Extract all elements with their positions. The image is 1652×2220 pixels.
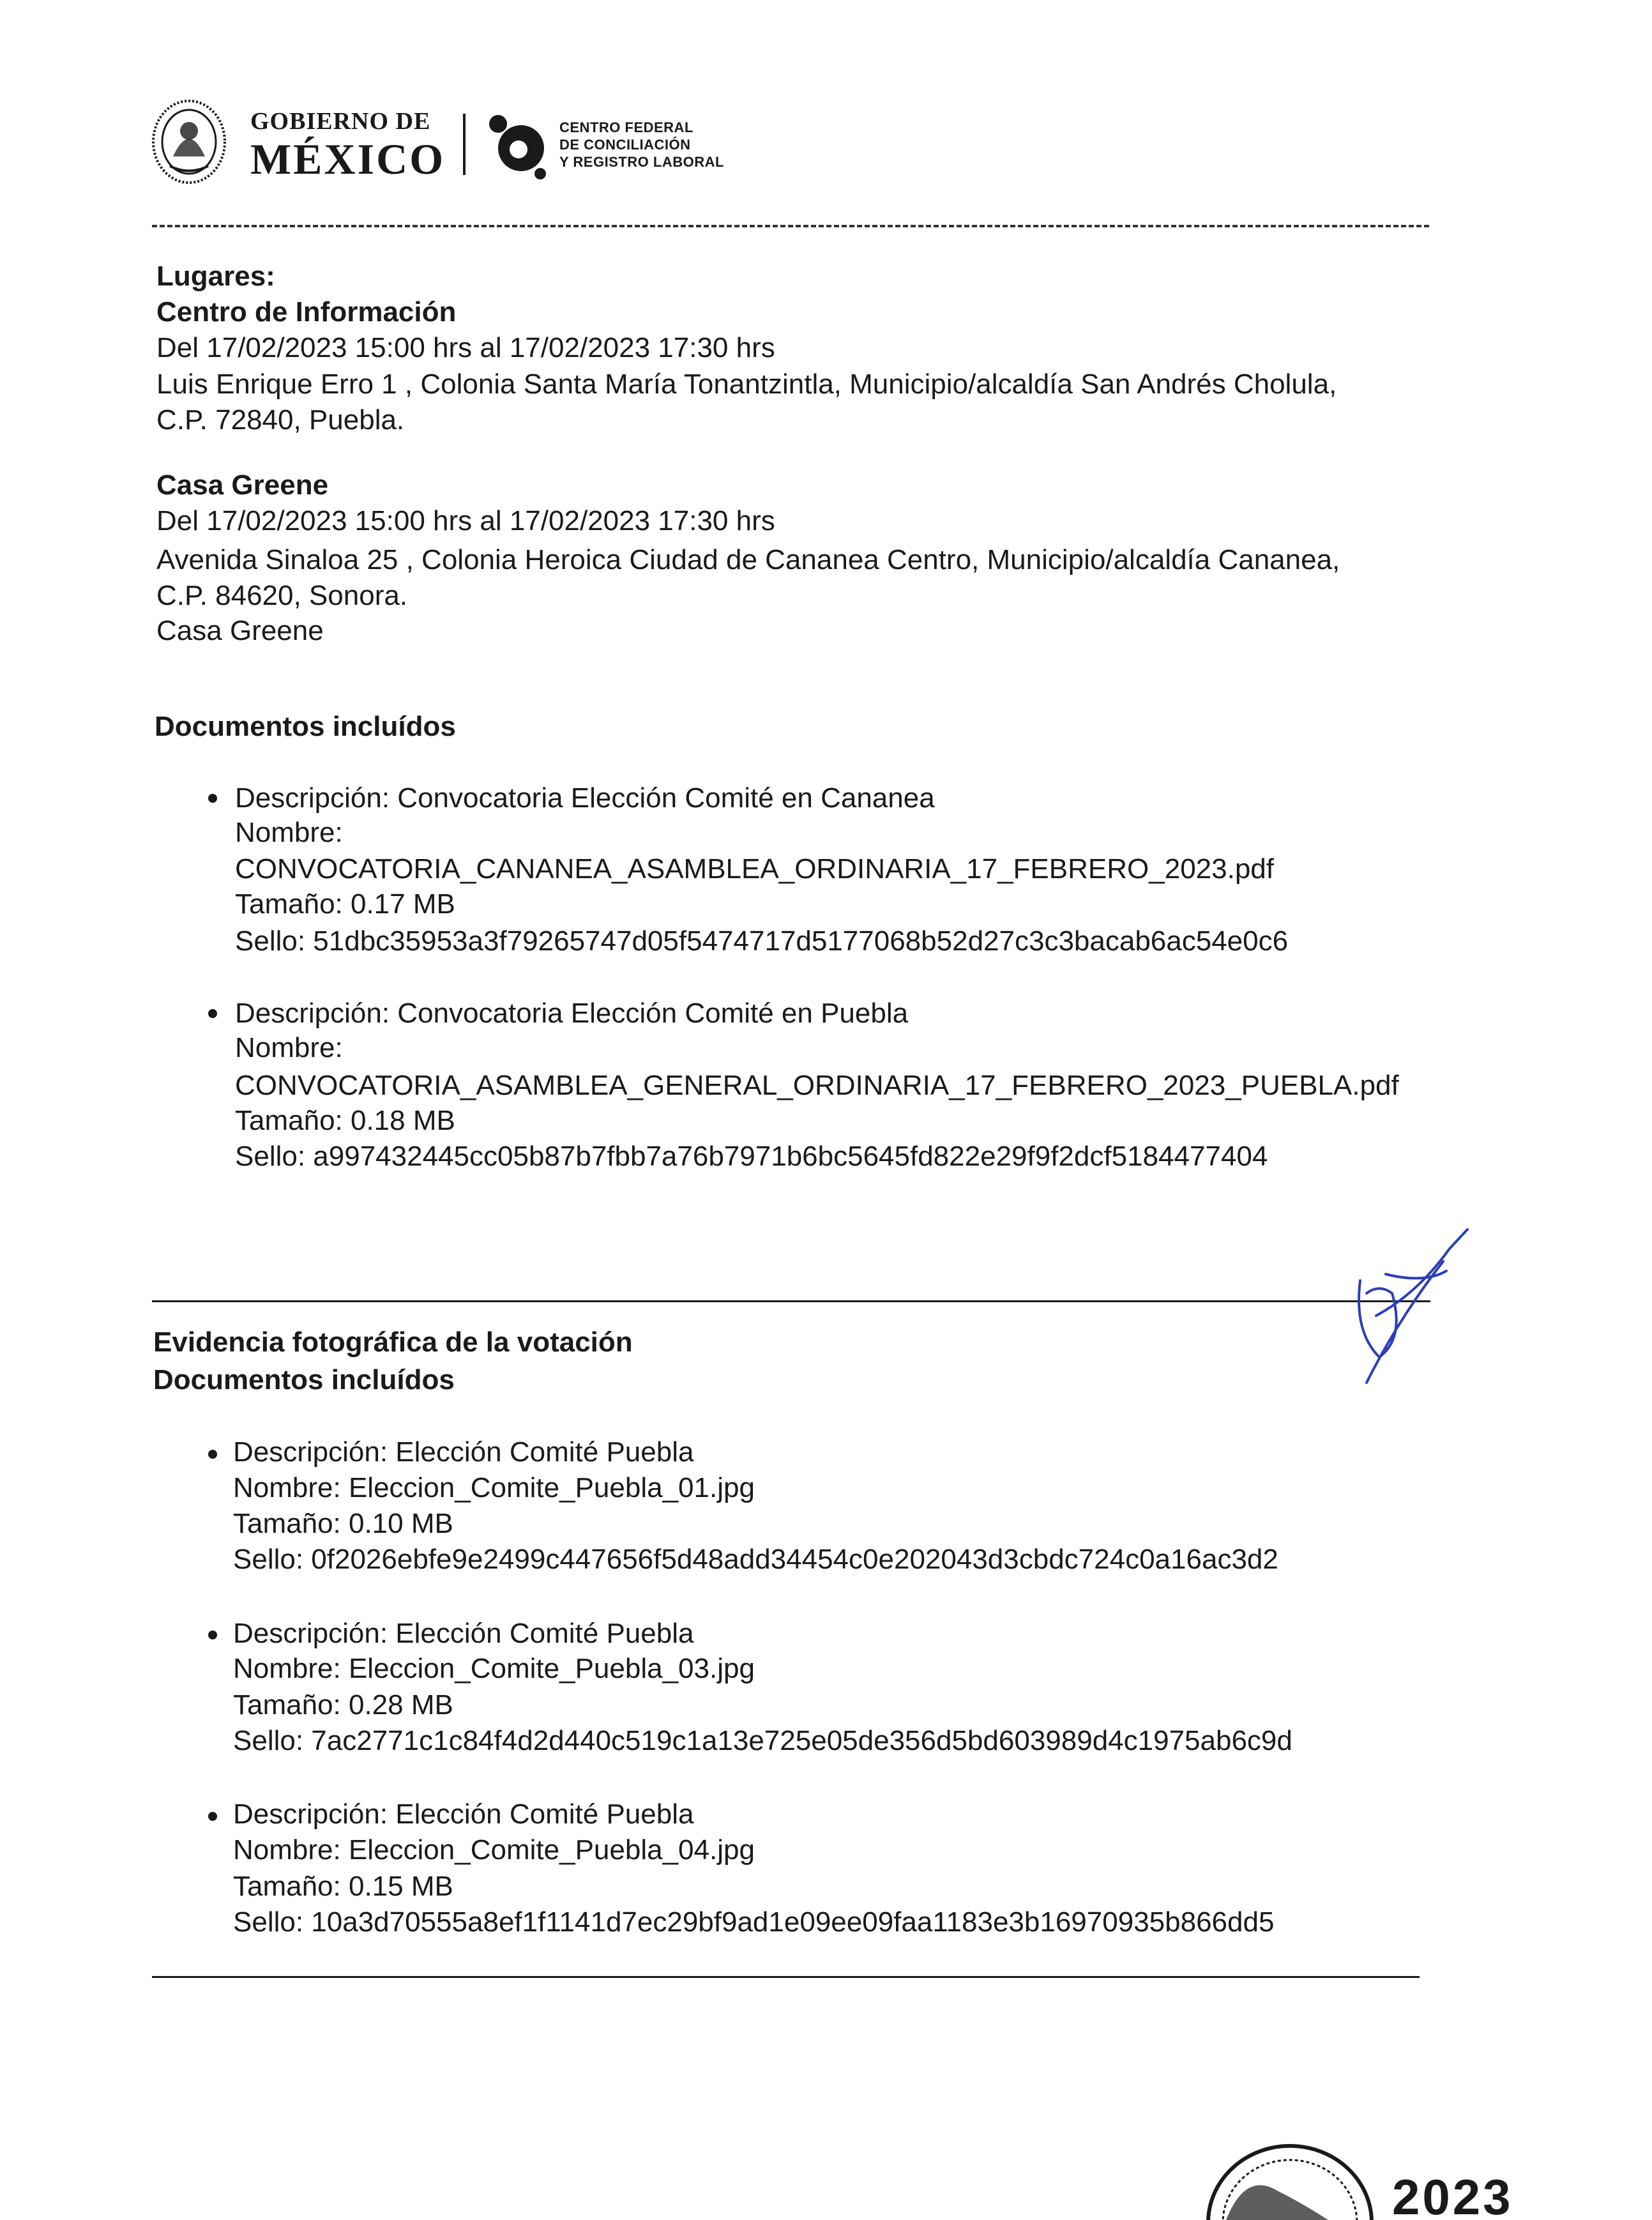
doc-description: Descripción: Convocatoria Elección Comité en Cananea xyxy=(235,782,935,814)
place-dates: Del 17/02/2023 15:00 hrs al 17/02/2023 17:30 hrs xyxy=(156,332,775,363)
footer-year: 2023 xyxy=(1392,2171,1513,2220)
doc-filename: CONVOCATORIA_ASAMBLEA_GENERAL_ORDINARIA_17_FEBRERO_2023_PUEBLA.pdf xyxy=(235,1070,1399,1101)
centro-federal-line3: Y REGISTRO LABORAL xyxy=(559,154,724,170)
stamp-seal-icon xyxy=(1201,2127,1379,2220)
evidencia-heading: Evidencia fotográfica de la votación xyxy=(153,1327,633,1358)
centro-federal-logo-icon xyxy=(485,110,547,180)
photo-filename: Nombre: Eleccion_Comite_Puebla_01.jpg xyxy=(233,1472,755,1503)
place-name: Casa Greene xyxy=(156,469,329,501)
centro-federal-line1: CENTRO FEDERAL xyxy=(559,119,693,135)
header-divider xyxy=(463,114,466,175)
doc-description: Descripción: Convocatoria Elección Comité en Puebla xyxy=(235,998,909,1029)
documentos-heading: Documentos incluídos xyxy=(155,711,456,742)
doc-name-label: Nombre: xyxy=(235,817,343,848)
photo-description: Descripción: Elección Comité Puebla xyxy=(233,1618,694,1649)
bullet-icon xyxy=(208,1009,217,1018)
doc-hash: Sello: 51dbc35953a3f79265747d05f5474717d5177068b52d27c3c3bacab6ac54e0c6 xyxy=(235,925,1289,957)
photo-description: Descripción: Elección Comité Puebla xyxy=(233,1798,694,1830)
government-name-line1: GOBIERNO DE xyxy=(250,108,431,135)
place-address-cont: C.P. 72840, Puebla. xyxy=(156,404,405,436)
bullet-icon xyxy=(208,1812,217,1821)
place-address: Avenida Sinaloa 25 , Colonia Heroica Ciudad de Cananea Centro, Municipio/alcaldía Cananea, xyxy=(156,544,1340,575)
evidencia-subheading: Documentos incluídos xyxy=(153,1364,455,1395)
photo-size: Tamaño: 0.10 MB xyxy=(233,1508,453,1539)
place-address-cont: C.P. 84620, Sonora. xyxy=(156,580,408,611)
place-name: Centro de Información xyxy=(156,296,457,328)
place-dates: Del 17/02/2023 15:00 hrs al 17/02/2023 17:30 hrs xyxy=(156,505,775,536)
photo-hash: Sello: 10a3d70555a8ef1f1141d7ec29bf9ad1e09ee09faa1183e3b16970935b866dd5 xyxy=(233,1906,1275,1938)
section-separator xyxy=(152,1300,1430,1302)
doc-name-label: Nombre: xyxy=(235,1032,343,1063)
photo-hash: Sello: 0f2026ebfe9e2499c447656f5d48add34454c0e202043d3cbdc724c0a16ac3d2 xyxy=(233,1544,1278,1575)
bullet-icon xyxy=(208,794,217,803)
photo-size: Tamaño: 0.28 MB xyxy=(233,1689,453,1721)
doc-hash: Sello: a997432445cc05b87b7fbb7a76b7971b6bc5645fd822e29f9f2dcf5184477404 xyxy=(235,1141,1268,1172)
government-name-line2: MÉXICO xyxy=(250,135,446,183)
place-address: Luis Enrique Erro 1 , Colonia Santa María Tonantzintla, Municipio/alcaldía San Andrés Cholula, xyxy=(156,369,1337,400)
bullet-icon xyxy=(208,1450,217,1459)
photo-description: Descripción: Elección Comité Puebla xyxy=(233,1436,694,1468)
bullet-icon xyxy=(208,1631,217,1639)
lugares-heading: Lugares: xyxy=(156,261,275,292)
photo-filename: Nombre: Eleccion_Comite_Puebla_04.jpg xyxy=(233,1834,755,1866)
coat-of-arms-seal-icon xyxy=(151,96,227,185)
photo-filename: Nombre: Eleccion_Comite_Puebla_03.jpg xyxy=(233,1653,755,1684)
header-dashed-separator xyxy=(152,225,1429,227)
centro-federal-name xyxy=(559,119,724,171)
handwritten-signature-icon xyxy=(1347,1223,1475,1389)
doc-filename: CONVOCATORIA_CANANEA_ASAMBLEA_ORDINARIA_17_FEBRERO_2023.pdf xyxy=(235,853,1274,885)
place-note: Casa Greene xyxy=(156,615,324,646)
doc-size: Tamaño: 0.18 MB xyxy=(235,1105,455,1136)
doc-size: Tamaño: 0.17 MB xyxy=(235,888,455,920)
centro-federal-line2: DE CONCILIACIÓN xyxy=(559,137,691,153)
section-separator xyxy=(152,1976,1420,1978)
photo-size: Tamaño: 0.15 MB xyxy=(233,1871,453,1902)
photo-hash: Sello: 7ac2771c1c84f4d2d440c519c1a13e725e05de356d5bd603989d4c1975ab6c9d xyxy=(233,1725,1292,1756)
